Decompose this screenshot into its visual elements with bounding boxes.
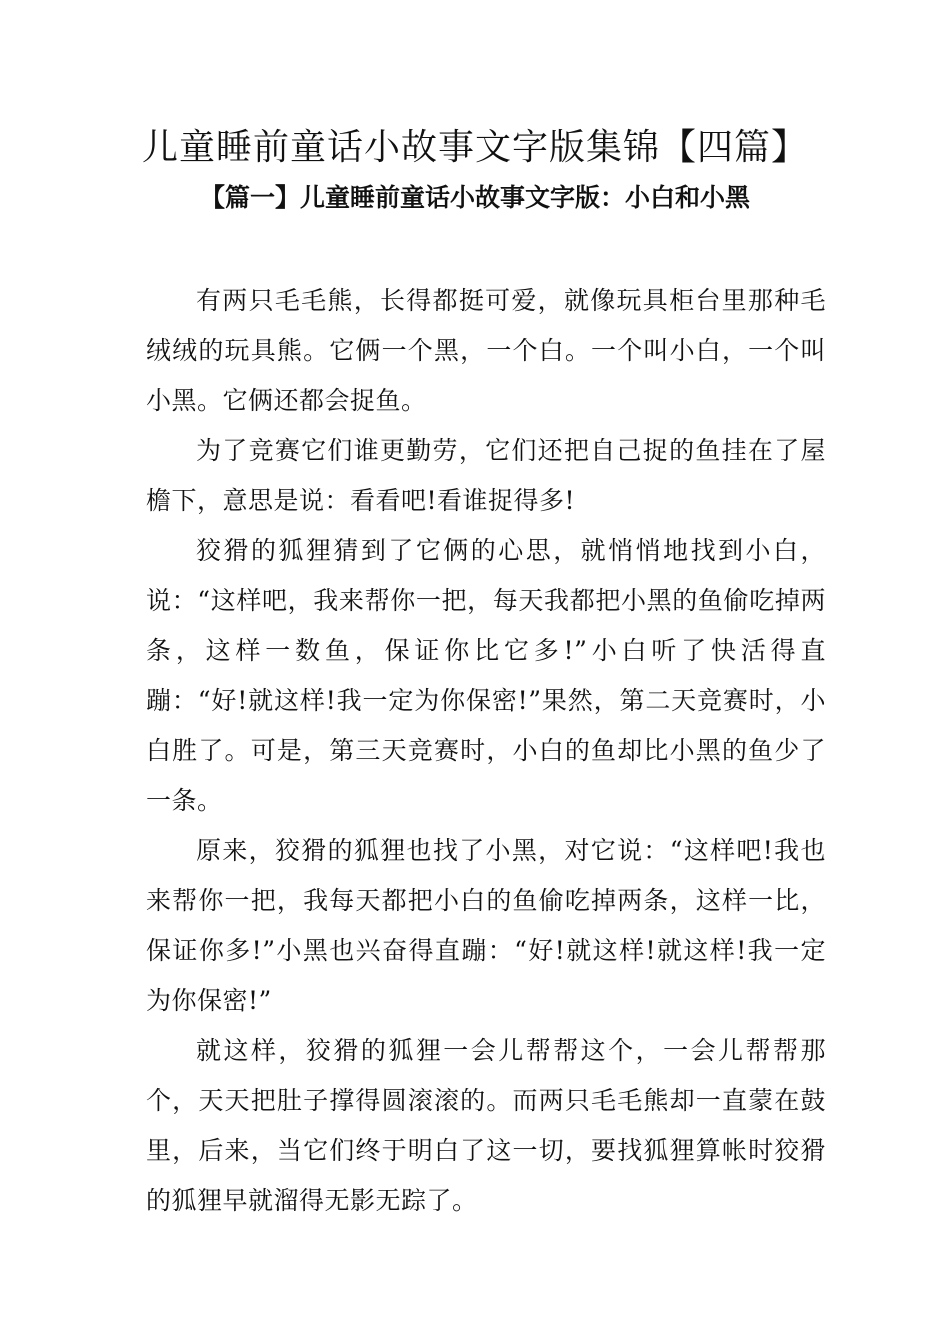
document-title: 儿童睡前童话小故事文字版集锦【四篇】 xyxy=(141,127,808,168)
story-body xyxy=(146,276,826,1226)
paragraph-1: 有两只毛毛熊，长得都挺可爱，就像玩具柜台里那种毛绒绒的玩具熊。它俩一个黑，一个白。一个叫小白，一个叫小黑。它俩还都会捉鱼。 xyxy=(146,286,826,415)
paragraph-4: 原来，狡猾的狐狸也找了小黑，对它说：“这样吧!我也来帮你一把，我每天都把小白的鱼偷吃掉两条，这样一比，保证你多!”小黑也兴奋得直蹦：“好!就这样!就这样!我一定为你保密!” xyxy=(146,836,826,1015)
paragraph-3: 狡猾的狐狸猜到了它俩的心思，就悄悄地找到小白，说：“这样吧，我来帮你一把，每天我都把小黑的鱼偷吃掉两条，这样一数鱼，保证你比它多!”小白听了快活得直蹦：“好!就这样!我一定为你保密!”果然，第二天竞赛时，小白胜了。可是，第三天竞赛时，小白的鱼却比小黑的鱼少了一条。 xyxy=(146,536,826,815)
paragraph-2: 为了竞赛它们谁更勤劳，它们还把自己捉的鱼挂在了屋檐下，意思是说：看看吧!看谁捉得多! xyxy=(146,436,826,515)
paragraph-5: 就这样，狡猾的狐狸一会儿帮帮这个，一会儿帮帮那个，天天把肚子撑得圆滚滚的。而两只毛毛熊却一直蒙在鼓里，后来，当它们终于明白了这一切，要找狐狸算帐时狡猾的狐狸早就溜得无影无踪了。 xyxy=(146,1036,826,1215)
section-heading: 【篇一】儿童睡前童话小故事文字版：小白和小黑 xyxy=(199,183,750,212)
